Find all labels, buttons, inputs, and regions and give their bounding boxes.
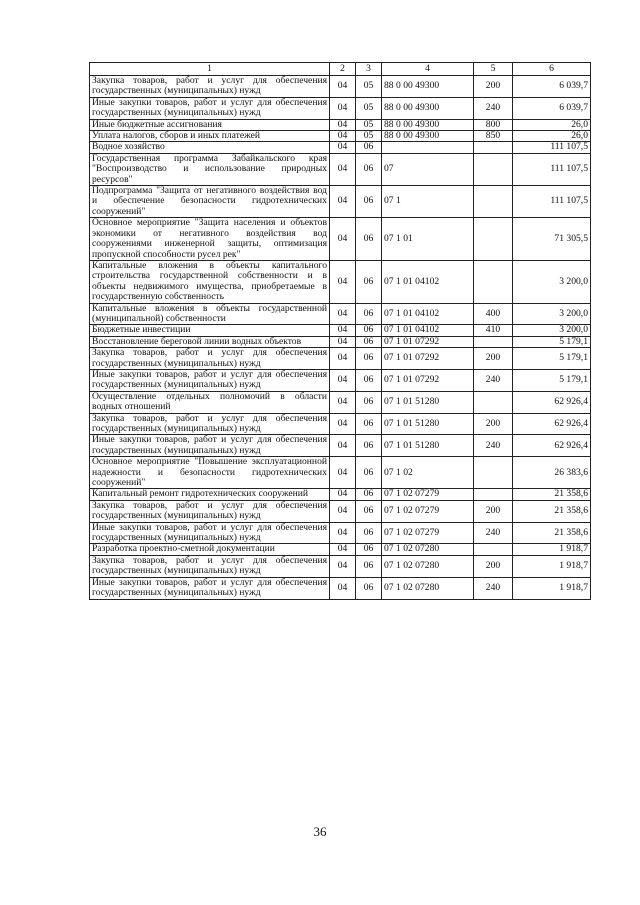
amount-cell: 111 107,5 xyxy=(513,186,591,218)
row-name-cell: Основное мероприятие "Защита населения и объектов экономики от негативного воздействия вод сооружениями инженерной защиты, оптимизация пропускной способности русел рек" xyxy=(90,218,330,261)
amount-cell: 21 358,6 xyxy=(513,500,591,522)
expense-type-code-cell xyxy=(474,391,513,413)
table-header-row xyxy=(90,63,591,76)
target-item-code-cell: 07 1 01 04102 xyxy=(382,303,474,325)
table-row xyxy=(90,544,591,555)
section-code-cell: 04 xyxy=(330,336,356,347)
target-item-code-cell: 07 1 01 07292 xyxy=(382,336,474,347)
table-row xyxy=(90,303,591,325)
column-header: 2 xyxy=(330,63,356,76)
table-body xyxy=(90,76,591,600)
expense-type-code-cell: 200 xyxy=(474,555,513,577)
table-row xyxy=(90,555,591,577)
table-row xyxy=(90,413,591,435)
target-item-code-cell: 07 1 01 07292 xyxy=(382,369,474,391)
target-item-code-cell: 07 1 02 07280 xyxy=(382,544,474,555)
target-item-code-cell: 07 xyxy=(382,153,474,185)
target-item-code-cell: 07 1 02 07280 xyxy=(382,577,474,599)
subsection-code-cell: 06 xyxy=(356,577,382,599)
section-code-cell: 04 xyxy=(330,260,356,303)
target-item-code-cell: 07 1 01 04102 xyxy=(382,325,474,336)
section-code-cell: 04 xyxy=(330,522,356,544)
target-item-code-cell: 07 1 02 07280 xyxy=(382,555,474,577)
row-name-cell: Иные закупки товаров, работ и услуг для обеспечения государственных (муниципальных) нужд xyxy=(90,97,330,119)
column-header: 6 xyxy=(513,63,591,76)
page-number: 36 xyxy=(313,824,327,839)
table-row xyxy=(90,76,591,98)
row-name-cell: Государственная программа Забайкальского края "Воспроизводство и использование природных ресурсов" xyxy=(90,153,330,185)
section-code-cell: 04 xyxy=(330,119,356,130)
table-row xyxy=(90,336,591,347)
section-code-cell: 04 xyxy=(330,577,356,599)
amount-cell: 26,0 xyxy=(513,119,591,130)
table-row xyxy=(90,457,591,489)
amount-cell: 62 926,4 xyxy=(513,413,591,435)
section-code-cell: 04 xyxy=(330,131,356,142)
section-code-cell: 04 xyxy=(330,391,356,413)
row-name-cell: Закупка товаров, работ и услуг для обеспечения государственных (муниципальных) нужд xyxy=(90,76,330,98)
target-item-code-cell xyxy=(382,142,474,153)
target-item-code-cell: 07 1 02 xyxy=(382,457,474,489)
expense-type-code-cell xyxy=(474,336,513,347)
subsection-code-cell: 06 xyxy=(356,218,382,261)
section-code-cell: 04 xyxy=(330,325,356,336)
table-row xyxy=(90,131,591,142)
expense-type-code-cell: 400 xyxy=(474,303,513,325)
table-row xyxy=(90,260,591,303)
target-item-code-cell: 07 1 01 07292 xyxy=(382,348,474,370)
table-row xyxy=(90,489,591,500)
column-header: 5 xyxy=(474,63,513,76)
amount-cell: 6 039,7 xyxy=(513,76,591,98)
table-row xyxy=(90,186,591,218)
amount-cell: 1 918,7 xyxy=(513,544,591,555)
target-item-code-cell: 07 1 01 51280 xyxy=(382,413,474,435)
subsection-code-cell: 06 xyxy=(356,413,382,435)
subsection-code-cell: 06 xyxy=(356,153,382,185)
subsection-code-cell: 06 xyxy=(356,260,382,303)
row-name-cell: Капитальные вложения в объекты капитального строительства государственной собственности и в объекты недвижимого имущества, приобретаемые в государственную собственность xyxy=(90,260,330,303)
row-name-cell: Иные закупки товаров, работ и услуг для обеспечения государственных (муниципальных) нужд xyxy=(90,577,330,599)
amount-cell: 5 179,1 xyxy=(513,369,591,391)
subsection-code-cell: 06 xyxy=(356,391,382,413)
amount-cell: 111 107,5 xyxy=(513,153,591,185)
subsection-code-cell: 06 xyxy=(356,325,382,336)
row-name-cell: Капитальные вложения в объекты государственной (муниципальной) собственности xyxy=(90,303,330,325)
subsection-code-cell: 06 xyxy=(356,348,382,370)
expense-type-code-cell: 240 xyxy=(474,97,513,119)
subsection-code-cell: 06 xyxy=(356,336,382,347)
table-row xyxy=(90,500,591,522)
expense-type-code-cell: 800 xyxy=(474,119,513,130)
row-name-cell: Закупка товаров, работ и услуг для обеспечения государственных (муниципальных) нужд xyxy=(90,500,330,522)
table-row xyxy=(90,97,591,119)
target-item-code-cell: 07 1 01 xyxy=(382,218,474,261)
table-row xyxy=(90,153,591,185)
table-row xyxy=(90,325,591,336)
row-name-cell: Восстановление береговой линии водных объектов xyxy=(90,336,330,347)
amount-cell: 5 179,1 xyxy=(513,336,591,347)
subsection-code-cell: 06 xyxy=(356,186,382,218)
section-code-cell: 04 xyxy=(330,186,356,218)
table-row xyxy=(90,142,591,153)
amount-cell: 3 200,0 xyxy=(513,303,591,325)
subsection-code-cell: 06 xyxy=(356,142,382,153)
row-name-cell: Основное мероприятие "Повышение эксплуатационной надежности и безопасности гидротехнических сооружений" xyxy=(90,457,330,489)
expense-type-code-cell: 240 xyxy=(474,435,513,457)
section-code-cell: 04 xyxy=(330,76,356,98)
expense-type-code-cell: 200 xyxy=(474,413,513,435)
table-row xyxy=(90,348,591,370)
target-item-code-cell: 07 1 02 07279 xyxy=(382,489,474,500)
row-name-cell: Иные закупки товаров, работ и услуг для обеспечения государственных (муниципальных) нужд xyxy=(90,522,330,544)
expense-type-code-cell: 240 xyxy=(474,369,513,391)
amount-cell: 1 918,7 xyxy=(513,555,591,577)
subsection-code-cell: 06 xyxy=(356,435,382,457)
target-item-code-cell: 07 1 01 51280 xyxy=(382,391,474,413)
target-item-code-cell: 88 0 00 49300 xyxy=(382,131,474,142)
subsection-code-cell: 06 xyxy=(356,489,382,500)
section-code-cell: 04 xyxy=(330,435,356,457)
expense-type-code-cell xyxy=(474,457,513,489)
subsection-code-cell: 06 xyxy=(356,500,382,522)
column-header: 1 xyxy=(90,63,330,76)
table-row xyxy=(90,522,591,544)
subsection-code-cell: 06 xyxy=(356,303,382,325)
section-code-cell: 04 xyxy=(330,500,356,522)
subsection-code-cell: 06 xyxy=(356,555,382,577)
row-name-cell: Водное хозяйство xyxy=(90,142,330,153)
section-code-cell: 04 xyxy=(330,413,356,435)
amount-cell: 21 358,6 xyxy=(513,522,591,544)
target-item-code-cell: 07 1 01 04102 xyxy=(382,260,474,303)
table-row xyxy=(90,119,591,130)
subsection-code-cell: 06 xyxy=(356,544,382,555)
row-name-cell: Бюджетные инвестиции xyxy=(90,325,330,336)
section-code-cell: 04 xyxy=(330,544,356,555)
subsection-code-cell: 06 xyxy=(356,522,382,544)
amount-cell: 5 179,1 xyxy=(513,348,591,370)
expense-type-code-cell xyxy=(474,153,513,185)
expense-type-code-cell xyxy=(474,489,513,500)
section-code-cell: 04 xyxy=(330,489,356,500)
table-row xyxy=(90,435,591,457)
table-row xyxy=(90,391,591,413)
subsection-code-cell: 05 xyxy=(356,131,382,142)
expense-type-code-cell xyxy=(474,218,513,261)
subsection-code-cell: 06 xyxy=(356,457,382,489)
section-code-cell: 04 xyxy=(330,555,356,577)
amount-cell: 21 358,6 xyxy=(513,489,591,500)
expense-type-code-cell: 240 xyxy=(474,522,513,544)
budget-table xyxy=(89,62,591,600)
subsection-code-cell: 06 xyxy=(356,369,382,391)
row-name-cell: Закупка товаров, работ и услуг для обеспечения государственных (муниципальных) нужд xyxy=(90,555,330,577)
section-code-cell: 04 xyxy=(330,369,356,391)
column-header: 4 xyxy=(382,63,474,76)
amount-cell: 3 200,0 xyxy=(513,260,591,303)
expense-type-code-cell xyxy=(474,544,513,555)
row-name-cell: Закупка товаров, работ и услуг для обеспечения государственных (муниципальных) нужд xyxy=(90,413,330,435)
target-item-code-cell: 07 1 02 07279 xyxy=(382,500,474,522)
amount-cell: 62 926,4 xyxy=(513,435,591,457)
expense-type-code-cell: 200 xyxy=(474,348,513,370)
row-name-cell: Закупка товаров, работ и услуг для обеспечения государственных (муниципальных) нужд xyxy=(90,348,330,370)
amount-cell: 62 926,4 xyxy=(513,391,591,413)
target-item-code-cell: 07 1 01 51280 xyxy=(382,435,474,457)
section-code-cell: 04 xyxy=(330,153,356,185)
amount-cell: 6 039,7 xyxy=(513,97,591,119)
target-item-code-cell: 88 0 00 49300 xyxy=(382,119,474,130)
section-code-cell: 04 xyxy=(330,457,356,489)
row-name-cell: Уплата налогов, сборов и иных платежей xyxy=(90,131,330,142)
row-name-cell: Осуществление отдельных полномочий в области водных отношений xyxy=(90,391,330,413)
table-row xyxy=(90,218,591,261)
target-item-code-cell: 07 1 xyxy=(382,186,474,218)
expense-type-code-cell xyxy=(474,186,513,218)
column-header: 3 xyxy=(356,63,382,76)
amount-cell: 111 107,5 xyxy=(513,142,591,153)
expense-type-code-cell: 200 xyxy=(474,500,513,522)
row-name-cell: Подпрограмма "Защита от негативного воздействия вод и обеспечение безопасности гидротехнических сооружений" xyxy=(90,186,330,218)
target-item-code-cell: 88 0 00 49300 xyxy=(382,76,474,98)
amount-cell: 26,0 xyxy=(513,131,591,142)
expense-type-code-cell: 200 xyxy=(474,76,513,98)
row-name-cell: Иные закупки товаров, работ и услуг для обеспечения государственных (муниципальных) нужд xyxy=(90,435,330,457)
section-code-cell: 04 xyxy=(330,218,356,261)
section-code-cell: 04 xyxy=(330,348,356,370)
amount-cell: 71 305,5 xyxy=(513,218,591,261)
section-code-cell: 04 xyxy=(330,142,356,153)
subsection-code-cell: 05 xyxy=(356,97,382,119)
amount-cell: 26 383,6 xyxy=(513,457,591,489)
section-code-cell: 04 xyxy=(330,303,356,325)
row-name-cell: Разработка проектно-сметной документации xyxy=(90,544,330,555)
amount-cell: 1 918,7 xyxy=(513,577,591,599)
table-row xyxy=(90,369,591,391)
subsection-code-cell: 05 xyxy=(356,76,382,98)
section-code-cell: 04 xyxy=(330,97,356,119)
expense-type-code-cell xyxy=(474,142,513,153)
table-row xyxy=(90,577,591,599)
amount-cell: 3 200,0 xyxy=(513,325,591,336)
expense-type-code-cell xyxy=(474,260,513,303)
row-name-cell: Капитальный ремонт гидротехнических сооружений xyxy=(90,489,330,500)
row-name-cell: Иные закупки товаров, работ и услуг для обеспечения государственных (муниципальных) нужд xyxy=(90,369,330,391)
target-item-code-cell: 07 1 02 07279 xyxy=(382,522,474,544)
expense-type-code-cell: 410 xyxy=(474,325,513,336)
target-item-code-cell: 88 0 00 49300 xyxy=(382,97,474,119)
subsection-code-cell: 05 xyxy=(356,119,382,130)
expense-type-code-cell: 850 xyxy=(474,131,513,142)
expense-type-code-cell: 240 xyxy=(474,577,513,599)
row-name-cell: Иные бюджетные ассигнования xyxy=(90,119,330,130)
